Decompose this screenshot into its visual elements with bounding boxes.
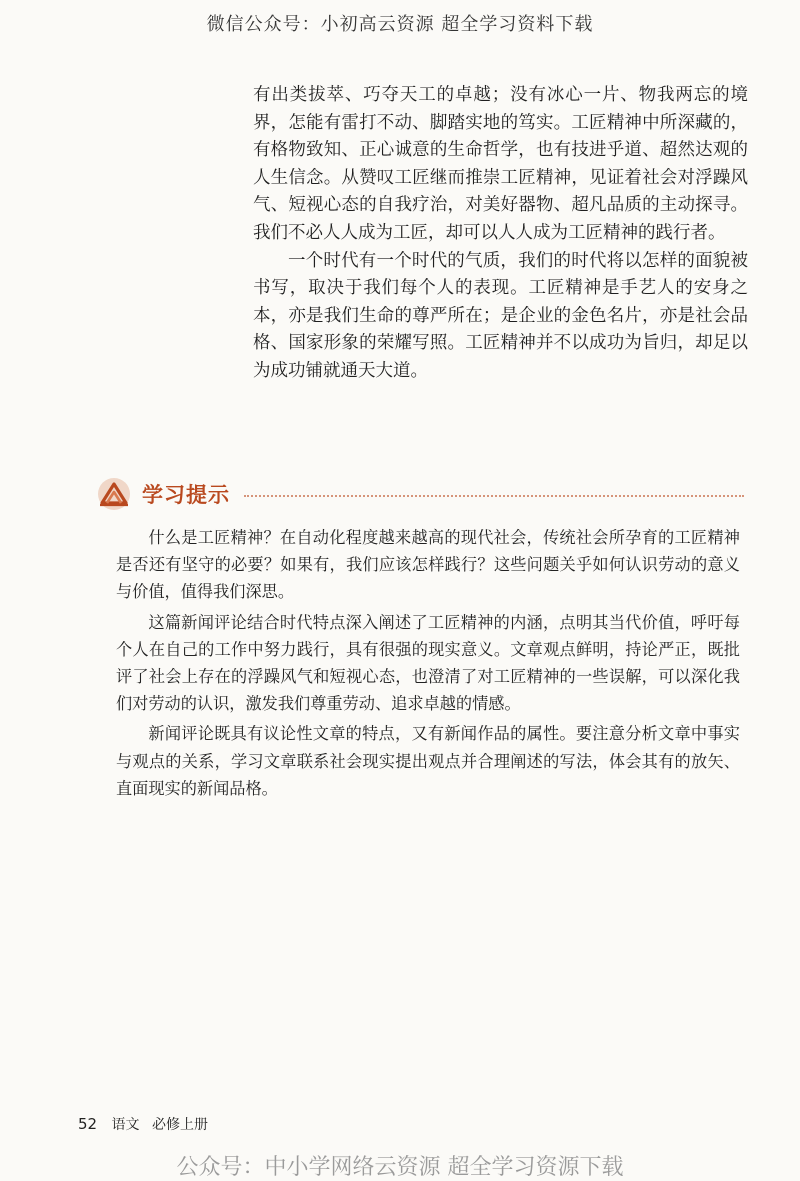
learning-tips-logo-icon (96, 476, 132, 512)
dotted-divider (244, 495, 744, 497)
page-footer (78, 1114, 208, 1134)
learning-tips-body (116, 524, 740, 805)
article-body (253, 82, 748, 386)
tips-paragraph: 新闻评论既具有议论性文章的特点，又有新闻作品的属性。要注意分析文章中事实与观点的关系，学习文章联系社会现实提出观点并合理阐述的写法，体会其有的放矢、直面现实的新闻品格。 (116, 724, 740, 798)
top-watermark-banner: 微信公众号：小初高云资源 超全学习资料下载 (206, 14, 594, 35)
learning-tips-title: 学习提示 (142, 483, 230, 507)
article-paragraph: 有出类拔萃、巧夺天工的卓越；没有冰心一片、物我两忘的境界，怎能有雷打不动、脚踏实地的笃实。工匠精神中所深藏的，有格物致知、正心诚意的生命哲学，也有技进乎道、超然达观的人生信念。从赞叹工匠继而推崇工匠精神，见证着社会对浮躁风气、短视心态的自我疗治，对美好器物、超凡品质的主动探寻。我们不必人人成为工匠，却可以人人成为工匠精神的践行者。 (253, 85, 748, 243)
bottom-watermark-banner: 公众号：中小学网络云资源 超全学习资源下载 (176, 1155, 624, 1180)
footer-volume: 必修上册 (152, 1117, 208, 1133)
article-paragraph: 一个时代有一个时代的气质，我们的时代将以怎样的面貌被书写，取决于我们每个人的表现。工匠精神是手艺人的安身之本，亦是我们生命的尊严所在；是企业的金色名片，亦是社会品格、国家形象的荣耀写照。工匠精神并不以成功为旨归，却足以为成功铺就通天大道。 (253, 250, 748, 381)
footer-subject: 语文 (111, 1117, 140, 1133)
learning-tips-header (96, 474, 744, 514)
page-number: 52 (78, 1115, 98, 1133)
tips-paragraph: 什么是工匠精神？在自动化程度越来越高的现代社会，传统社会所孕育的工匠精神是否还有坚守的必要？如果有，我们应该怎样践行？这些问题关乎如何认识劳动的意义与价值，值得我们深思。 (116, 528, 740, 602)
tips-paragraph: 这篇新闻评论结合时代特点深入阐述了工匠精神的内涵，点明其当代价值，呼吁每个人在自己的工作中努力践行，具有很强的现实意义。文章观点鲜明，持论严正，既批评了社会上存在的浮躁风气和短视心态，也澄清了对工匠精神的一些误解，可以深化我们对劳动的认识，激发我们尊重劳动、追求卓越的情感。 (116, 612, 740, 714)
